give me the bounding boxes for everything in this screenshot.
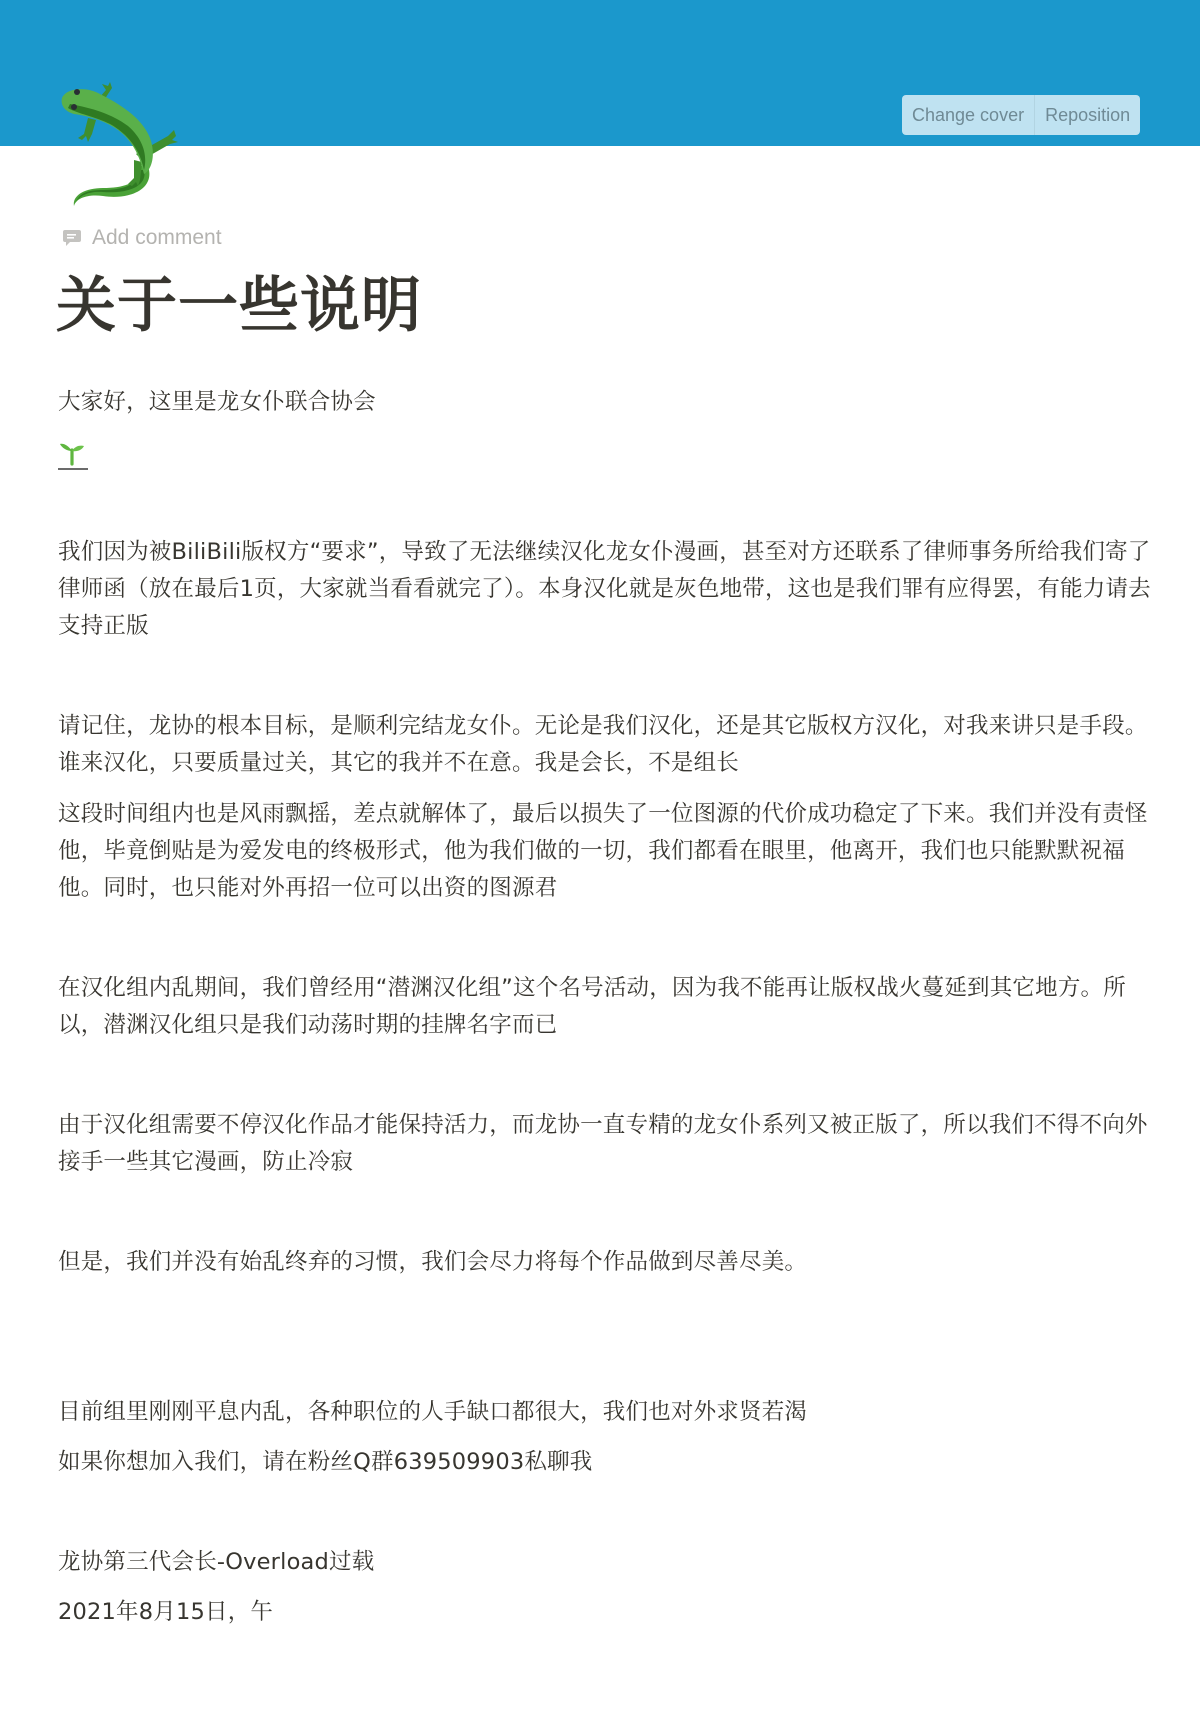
paragraph: 请记住，龙协的根本目标，是顺利完结龙女仆。无论是我们汉化，还是其它版权方汉化，对我来讲只是手段。谁来汉化，只要质量过关，其它的我并不在意。我是会长，不是组长 bbox=[58, 713, 1148, 776]
date-text: 2021年8月15日，午 bbox=[58, 1599, 274, 1625]
lizard-icon[interactable] bbox=[58, 78, 188, 208]
paragraph: 这段时间组内也是风雨飘摇，差点就解体了，最后以损失了一位图源的代价成功稳定了下来。我们并没有责怪他，毕竟倒贴是为爱发电的终极形式，他为我们做的一切，我们都看在眼里，他离开，我们也只能默默祝福他。同时，也只能对外再招一位可以出资的图源君 bbox=[58, 801, 1148, 901]
add-comment-button[interactable] bbox=[62, 226, 222, 250]
page-title: 关于一些说明 bbox=[56, 271, 422, 341]
paragraph: 在汉化组内乱期间，我们曾经用“潜渊汉化组”这个名号活动，因为我不能再让版权战火蔓延到其它地方。所以，潜渊汉化组只是我们动荡时期的挂牌名字而已 bbox=[58, 975, 1126, 1038]
change-cover-button[interactable]: Change cover bbox=[912, 105, 1025, 125]
paragraph: 如果你想加入我们，请在粉丝Q群639509903私聊我 bbox=[58, 1449, 593, 1475]
comment-icon bbox=[62, 228, 82, 248]
paragraph: 但是，我们并没有始乱终弃的习惯，我们会尽力将每个作品做到尽善尽美。 bbox=[58, 1249, 808, 1275]
paragraph: 由于汉化组需要不停汉化作品才能保持活力，而龙协一直专精的龙女仆系列又被正版了，所以我们不得不向外接手一些其它漫画，防止冷寂 bbox=[58, 1112, 1148, 1175]
add-comment-label: Add comment bbox=[92, 226, 222, 249]
greeting-text: 大家好，这里是龙女仆联合协会 bbox=[58, 389, 376, 415]
link-underline bbox=[58, 468, 88, 470]
seedling-icon[interactable] bbox=[58, 436, 88, 470]
paragraph: 我们因为被BiliBili版权方“要求”，导致了无法继续汉化龙女仆漫画，甚至对方还联系了律师事务所给我们寄了律师函（放在最后1页，大家就当看看就完了）。本身汉化就是灰色地带，这也是我们罪有应得罢，有能力请去支持正版 bbox=[58, 539, 1151, 639]
cover-controls bbox=[902, 95, 1140, 135]
signature: 龙协第三代会长-Overload过载 bbox=[58, 1549, 375, 1575]
reposition-button[interactable]: Reposition bbox=[1034, 95, 1140, 135]
paragraph: 目前组里刚刚平息内乱，各种职位的人手缺口都很大，我们也对外求贤若渴 bbox=[58, 1399, 808, 1425]
